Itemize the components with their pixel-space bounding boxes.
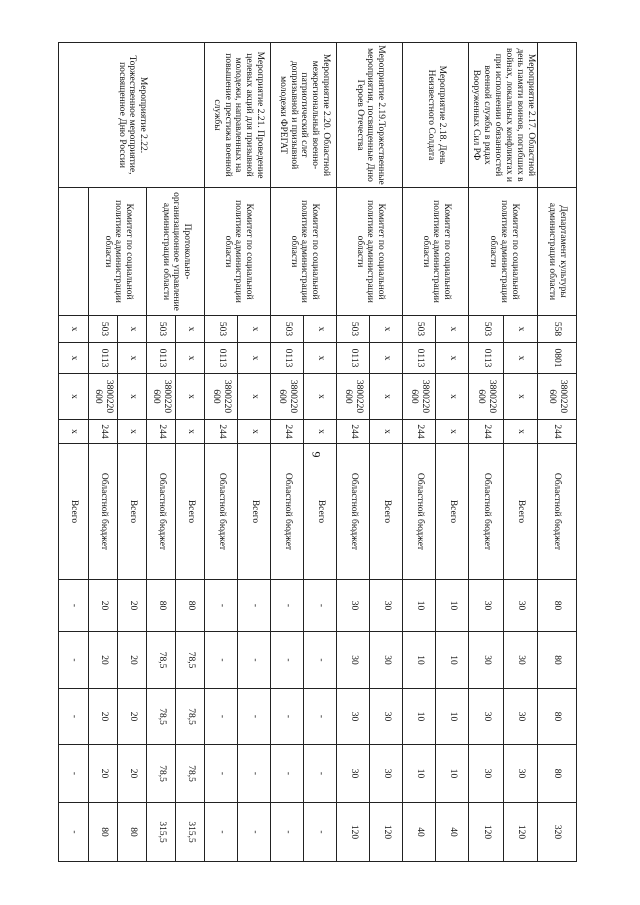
rzpr-cell: х: [370, 343, 403, 374]
value-cell: 20: [89, 580, 118, 632]
value-cell: 78,5: [147, 745, 176, 803]
vr-cell: 244: [271, 420, 304, 444]
csr-cell: х: [176, 374, 205, 420]
value-cell: 78,5: [176, 632, 205, 689]
total-cell: 120: [370, 803, 403, 862]
csr-cell: х: [118, 374, 147, 420]
value-cell: -: [238, 632, 271, 689]
measure-cell: Мероприятие 2.19.Торжественные мероприятия, посвященные Дню Героев Отечества: [337, 43, 403, 188]
csr-cell: 3800220 600: [538, 374, 577, 420]
vr-cell: х: [118, 420, 147, 444]
source-cell: Всего: [176, 444, 205, 580]
rzpr-cell: х: [436, 343, 469, 374]
source-cell: Областной бюджет: [147, 444, 176, 580]
value-cell: 30: [469, 745, 503, 803]
value-cell: 10: [436, 745, 469, 803]
value-cell: 30: [370, 580, 403, 632]
csr-cell: 3800220 600: [89, 374, 118, 420]
grbs-cell: 503: [469, 316, 503, 343]
rzpr-cell: 0113: [89, 343, 118, 374]
value-cell: 10: [436, 632, 469, 689]
vr-cell: 244: [469, 420, 503, 444]
source-cell: Областной бюджет: [89, 444, 118, 580]
value-cell: -: [59, 580, 89, 632]
value-cell: 20: [118, 745, 147, 803]
source-cell: Областной бюджет: [205, 444, 238, 580]
total-cell: -: [304, 803, 337, 862]
rotated-page: [62, 42, 577, 861]
table-row: [436, 43, 469, 862]
rzpr-cell: 0113: [337, 343, 370, 374]
value-cell: 30: [337, 745, 370, 803]
rzpr-cell: х: [118, 343, 147, 374]
value-cell: 30: [337, 689, 370, 745]
source-cell: Областной бюджет: [469, 444, 503, 580]
grbs-cell: х: [118, 316, 147, 343]
value-cell: 10: [403, 745, 436, 803]
csr-cell: х: [370, 374, 403, 420]
rzpr-cell: х: [503, 343, 537, 374]
csr-cell: 3800220 600: [403, 374, 436, 420]
value-cell: -: [304, 689, 337, 745]
value-cell: 80: [147, 580, 176, 632]
value-cell: -: [271, 632, 304, 689]
rzpr-cell: 0113: [205, 343, 238, 374]
csr-cell: 3800220 600: [205, 374, 238, 420]
value-cell: -: [271, 745, 304, 803]
rzpr-cell: х: [176, 343, 205, 374]
grbs-cell: х: [370, 316, 403, 343]
vr-cell: 244: [337, 420, 370, 444]
value-cell: 80: [176, 580, 205, 632]
source-cell: Всего: [304, 444, 337, 580]
value-cell: 80: [538, 745, 577, 803]
vr-cell: х: [503, 420, 537, 444]
value-cell: -: [271, 689, 304, 745]
total-cell: 315,5: [176, 803, 205, 862]
measure-cell: Мероприятие 2.21. Проведение целевых акций для призывной молодежи, направленных на повышение престижа военной службы: [205, 43, 271, 188]
total-cell: -: [238, 803, 271, 862]
measure-cell: Мероприятие 2.18. День Неизвестного Солдата: [403, 43, 469, 188]
grbs-cell: х: [176, 316, 205, 343]
csr-cell: 3800220 600: [469, 374, 503, 420]
csr-cell: 3800220 600: [271, 374, 304, 420]
grbs-cell: 503: [337, 316, 370, 343]
value-cell: 80: [538, 689, 577, 745]
csr-cell: 3800220 600: [147, 374, 176, 420]
vr-cell: 244: [89, 420, 118, 444]
source-cell: Всего: [59, 444, 89, 580]
value-cell: 78,5: [176, 745, 205, 803]
total-cell: -: [271, 803, 304, 862]
rzpr-cell: 0113: [403, 343, 436, 374]
grbs-cell: х: [304, 316, 337, 343]
value-cell: 78,5: [176, 689, 205, 745]
source-cell: Областной бюджет: [538, 444, 577, 580]
executor-cell: Комитет по социальной политике администрации области: [403, 188, 469, 316]
csr-cell: х: [59, 374, 89, 420]
total-cell: 320: [538, 803, 577, 862]
source-cell: Всего: [238, 444, 271, 580]
value-cell: 30: [503, 580, 537, 632]
vr-cell: х: [176, 420, 205, 444]
value-cell: 10: [436, 689, 469, 745]
grbs-cell: х: [436, 316, 469, 343]
source-cell: Всего: [370, 444, 403, 580]
value-cell: -: [304, 580, 337, 632]
vr-cell: х: [436, 420, 469, 444]
rzpr-cell: 0113: [147, 343, 176, 374]
value-cell: 10: [403, 689, 436, 745]
executor-cell: [59, 188, 89, 316]
executor-cell: Комитет по социальной политике администрации области: [469, 188, 538, 316]
value-cell: 20: [118, 689, 147, 745]
measure-cell: [538, 43, 577, 188]
rzpr-cell: х: [304, 343, 337, 374]
table-row: [304, 43, 337, 862]
rzpr-cell: х: [238, 343, 271, 374]
value-cell: 10: [403, 632, 436, 689]
table-row: [176, 43, 205, 862]
value-cell: 30: [337, 632, 370, 689]
grbs-cell: 503: [403, 316, 436, 343]
value-cell: -: [205, 745, 238, 803]
vr-cell: 244: [205, 420, 238, 444]
grbs-cell: х: [238, 316, 271, 343]
grbs-cell: х: [503, 316, 537, 343]
csr-cell: х: [503, 374, 537, 420]
rzpr-cell: 0801: [538, 343, 577, 374]
value-cell: 20: [118, 580, 147, 632]
value-cell: -: [238, 745, 271, 803]
source-cell: Всего: [503, 444, 537, 580]
total-cell: -: [59, 803, 89, 862]
value-cell: 30: [503, 689, 537, 745]
table-row: [538, 43, 577, 862]
total-cell: 120: [469, 803, 503, 862]
value-cell: 30: [469, 580, 503, 632]
source-cell: Областной бюджет: [271, 444, 304, 580]
value-cell: 80: [538, 632, 577, 689]
csr-cell: х: [304, 374, 337, 420]
rzpr-cell: 0113: [271, 343, 304, 374]
csr-cell: 3800220 600: [337, 374, 370, 420]
executor-cell: Комитет по социальной политике администрации области: [271, 188, 337, 316]
vr-cell: х: [304, 420, 337, 444]
measure-cell: Мероприятие 2.20. Областной межрегиональный военно-патриотический слет допризывной и призывной молодежи ФРЕГАТ: [271, 43, 337, 188]
table-row: [370, 43, 403, 862]
value-cell: -: [59, 745, 89, 803]
vr-cell: 244: [538, 420, 577, 444]
rzpr-cell: 0113: [469, 343, 503, 374]
value-cell: -: [304, 632, 337, 689]
source-cell: Всего: [118, 444, 147, 580]
value-cell: -: [238, 689, 271, 745]
value-cell: 20: [118, 632, 147, 689]
total-cell: 80: [89, 803, 118, 862]
rzpr-cell: х: [59, 343, 89, 374]
grbs-cell: 558: [538, 316, 577, 343]
executor-cell: Комитет по социальной политике администрации области: [89, 188, 147, 316]
grbs-cell: 503: [205, 316, 238, 343]
value-cell: 20: [89, 745, 118, 803]
vr-cell: х: [59, 420, 89, 444]
executor-cell: Департамент культуры администрации области: [538, 188, 577, 316]
value-cell: 78,5: [147, 689, 176, 745]
source-cell: Областной бюджет: [337, 444, 370, 580]
value-cell: 10: [403, 580, 436, 632]
vr-cell: х: [238, 420, 271, 444]
total-cell: -: [205, 803, 238, 862]
value-cell: -: [205, 632, 238, 689]
value-cell: 30: [370, 745, 403, 803]
total-cell: 315,5: [147, 803, 176, 862]
value-cell: 30: [503, 745, 537, 803]
value-cell: -: [271, 580, 304, 632]
value-cell: 20: [89, 632, 118, 689]
grbs-cell: 503: [147, 316, 176, 343]
value-cell: 80: [538, 580, 577, 632]
value-cell: 30: [370, 689, 403, 745]
measure-cell: Мероприятие 2.22. Торжественное мероприятие, посвященное Дню России: [59, 43, 205, 188]
budget-table: [58, 42, 577, 862]
value-cell: -: [205, 689, 238, 745]
value-cell: -: [238, 580, 271, 632]
value-cell: -: [59, 632, 89, 689]
executor-cell: Протокольно-организационное управление администрации области: [147, 188, 205, 316]
source-cell: Всего: [436, 444, 469, 580]
table-row: [503, 43, 537, 862]
value-cell: -: [59, 689, 89, 745]
csr-cell: х: [238, 374, 271, 420]
grbs-cell: х: [59, 316, 89, 343]
total-cell: 120: [337, 803, 370, 862]
source-cell: Областной бюджет: [403, 444, 436, 580]
value-cell: 30: [469, 632, 503, 689]
executor-cell: Комитет по социальной политике администрации области: [205, 188, 271, 316]
value-cell: 30: [370, 632, 403, 689]
value-cell: 30: [337, 580, 370, 632]
value-cell: 30: [469, 689, 503, 745]
vr-cell: 244: [147, 420, 176, 444]
vr-cell: 244: [403, 420, 436, 444]
csr-cell: х: [436, 374, 469, 420]
value-cell: 20: [89, 689, 118, 745]
page-number: 9: [309, 451, 324, 458]
measure-cell: Мероприятие 2.17. Областной день памяти воинов, погибших в войнах, локальных конфликтах и при исполнении обязанностей военной службы в рядах Вооруженных Сил РФ: [469, 43, 538, 188]
vr-cell: х: [370, 420, 403, 444]
total-cell: 40: [436, 803, 469, 862]
total-cell: 80: [118, 803, 147, 862]
executor-cell: Комитет по социальной политике администрации области: [337, 188, 403, 316]
table-row: [238, 43, 271, 862]
grbs-cell: 503: [89, 316, 118, 343]
value-cell: 30: [503, 632, 537, 689]
value-cell: -: [205, 580, 238, 632]
total-cell: 120: [503, 803, 537, 862]
total-cell: 40: [403, 803, 436, 862]
value-cell: 10: [436, 580, 469, 632]
value-cell: -: [304, 745, 337, 803]
grbs-cell: 503: [271, 316, 304, 343]
value-cell: 78,5: [147, 632, 176, 689]
